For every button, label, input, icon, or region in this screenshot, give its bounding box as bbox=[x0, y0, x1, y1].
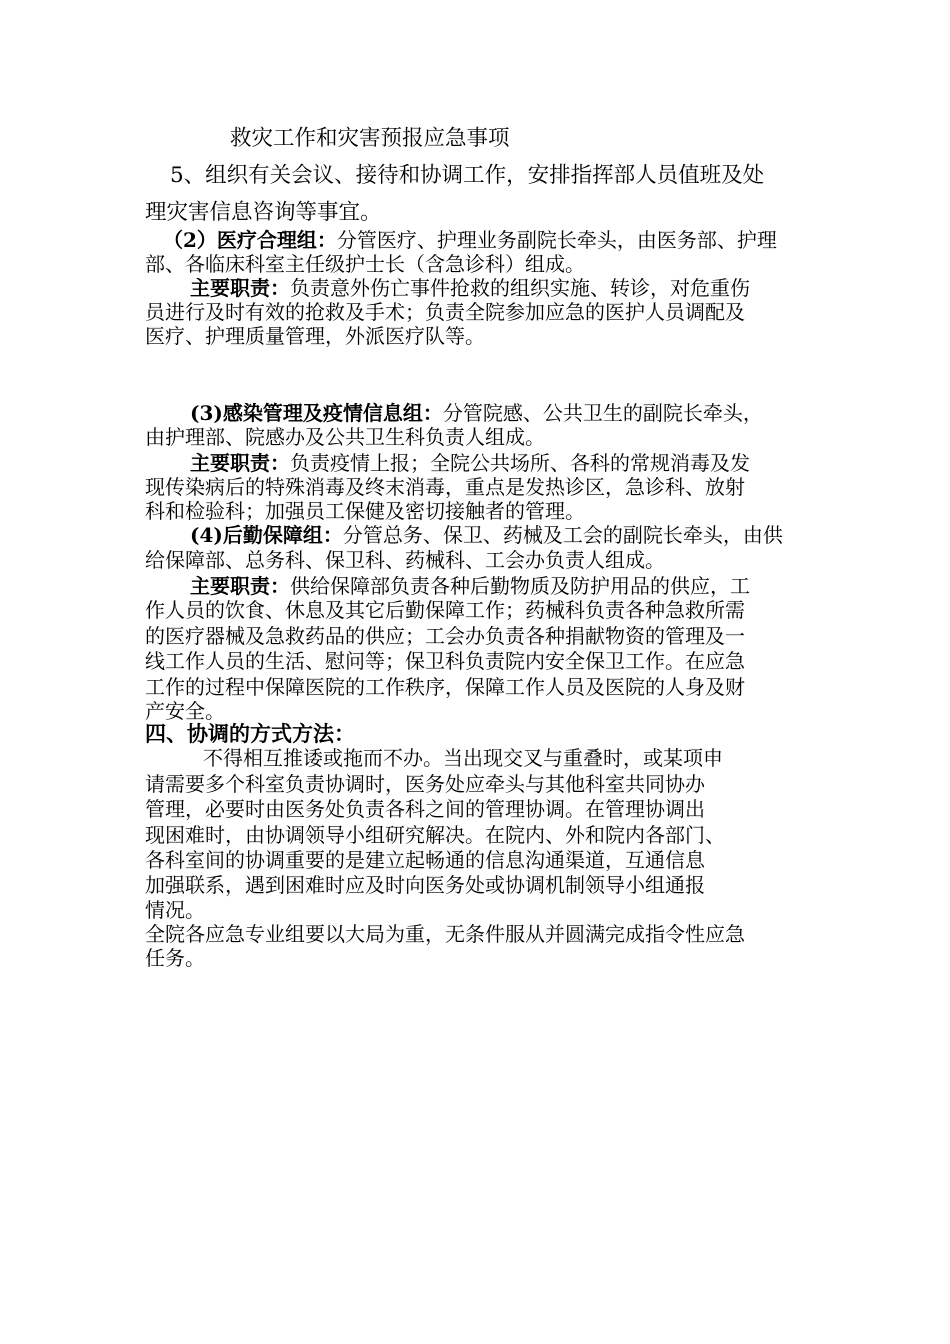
paragraph-logistics-duty bbox=[190, 574, 750, 598]
text-line: 管理，必要时由医务处负责各科之间的管理协调。在管理协调出 bbox=[145, 797, 705, 821]
text-line: 现传染病后的特殊消毒及终末消毒，重点是发热诊区，急诊科、放射 bbox=[145, 475, 745, 499]
text-run: 供给保障部负责各种后勤物质及防护用品的供应，工 bbox=[290, 574, 750, 598]
text-run: 分管总务、保卫、药械及工会的副院长牵头，由供 bbox=[342, 523, 783, 547]
text-line: 加强联系，遇到困难时应及时向医务处或协调机制领导小组通报 bbox=[145, 873, 705, 897]
text-line: 由护理部、院感办及公共卫生科负责人组成。 bbox=[145, 425, 545, 449]
text-run: 分管院感、公共卫生的副院长牵头， bbox=[442, 401, 763, 425]
text-line: 作人员的饮食、休息及其它后勤保障工作；药械科负责各种急救所需 bbox=[145, 598, 745, 622]
duty-label: 主要职责： bbox=[190, 574, 290, 598]
text-line: 情况。 bbox=[145, 898, 205, 922]
text-line: 现困难时，由协调领导小组研究解决。在院内、外和院内各部门、 bbox=[145, 823, 725, 847]
text-line: 不得相互推诿或拖而不办。当出现交叉与重叠时，或某项申 bbox=[203, 746, 723, 770]
text-line: 各科室间的协调重要的是建立起畅通的信息沟通渠道，互通信息 bbox=[145, 848, 705, 872]
group-label: (4)后勤保障组： bbox=[190, 523, 343, 547]
group-label: (3)感染管理及疫情信息组： bbox=[190, 401, 443, 425]
paragraph-logistics-group bbox=[190, 523, 783, 547]
duty-label: 主要职责： bbox=[190, 451, 290, 475]
text-line: 全院各应急专业组要以大局为重，无条件服从并圆满完成指令性应急 bbox=[145, 922, 745, 946]
text-line: 产安全。 bbox=[145, 699, 225, 723]
group-label: （2）医疗合理组： bbox=[163, 228, 337, 252]
text-line: 工作的过程中保障医院的工作秩序，保障工作人员及医院的人身及财 bbox=[145, 675, 745, 699]
text-line: 部、各临床科室主任级护士长（含急诊科）组成。 bbox=[145, 252, 585, 276]
paragraph-infection-duty bbox=[190, 451, 750, 475]
text-line: 员进行及时有效的抢救及手术；负责全院参加应急的医护人员调配及 bbox=[145, 300, 745, 324]
text-line: 5、组织有关会议、接待和协调工作，安排指挥部人员值班及处 bbox=[170, 163, 765, 188]
text-line: 科和检验科；加强员工保健及密切接触者的管理。 bbox=[145, 499, 585, 523]
section-heading: 四、协调的方式方法： bbox=[145, 721, 355, 746]
text-line: 任务。 bbox=[145, 946, 205, 970]
text-line: 理灾害信息咨询等事宜。 bbox=[145, 200, 382, 225]
text-line: 救灾工作和灾害预报应急事项 bbox=[230, 126, 510, 151]
paragraph-medical-group bbox=[163, 228, 777, 252]
text-line: 的医疗器械及急救药品的供应；工会办负责各种捐献物资的管理及一 bbox=[145, 624, 745, 648]
text-line: 医疗、护理质量管理，外派医疗队等。 bbox=[145, 324, 485, 348]
paragraph-medical-duty bbox=[190, 276, 750, 300]
text-line: 给保障部、总务科、保卫科、药械科、工会办负责人组成。 bbox=[145, 548, 665, 572]
paragraph-infection-group bbox=[190, 401, 763, 425]
text-run: 分管医疗、护理业务副院长牵头，由医务部、护理 bbox=[336, 228, 777, 252]
text-run: 负责意外伤亡事件抢救的组织实施、转诊，对危重伤 bbox=[290, 276, 750, 300]
duty-label: 主要职责： bbox=[190, 276, 290, 300]
text-line: 线工作人员的生活、慰问等；保卫科负责院内安全保卫工作。在应急 bbox=[145, 649, 745, 673]
text-run: 负责疫情上报；全院公共场所、各科的常规消毒及发 bbox=[290, 451, 750, 475]
text-line: 请需要多个科室负责协调时，医务处应牵头与其他科室共同协办 bbox=[145, 772, 705, 796]
